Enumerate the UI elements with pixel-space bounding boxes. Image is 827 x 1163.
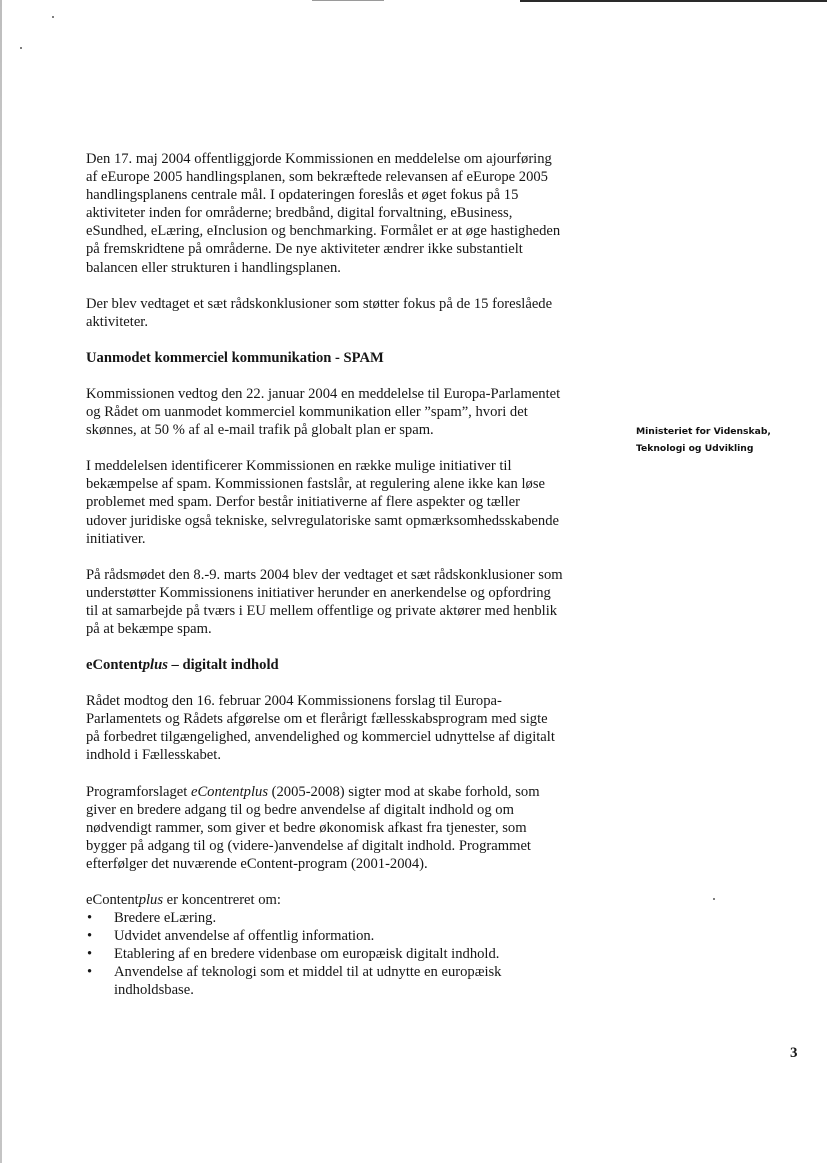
ministry-name-line2: Teknologi og Udvikling xyxy=(636,443,754,454)
list-item-text: Anvendelse af teknologi som et middel til at udnytte en europæisk xyxy=(114,964,502,981)
text-part: eContent xyxy=(86,892,139,908)
text-line: aktiviteter inden for områderne; bredbånd, digital forvaltning, eBusiness, xyxy=(86,205,513,222)
text-line: udover juridiske også tekniske, selvregulatoriske samt opmærksomhedsskabende xyxy=(86,512,559,529)
document-body xyxy=(86,150,616,1000)
text-line: Rådet modtog den 16. februar 2004 Kommissionens forslag til Europa- xyxy=(86,693,502,710)
paragraph-econtent-proposal xyxy=(86,692,616,764)
paragraph-programme-proposal xyxy=(86,783,616,873)
paragraph-council-conclusions xyxy=(86,295,616,331)
scan-edge xyxy=(0,0,2,1163)
text-line: giver en bredere adgang til og bedre anvendelse af digitalt indhold og om xyxy=(86,801,514,818)
list-item-text: Bredere eLæring. xyxy=(114,910,217,927)
text-line: initiativer. xyxy=(86,530,146,547)
text-line: balancen eller strukturen i handlingsplanen. xyxy=(86,259,341,276)
heading-econtentplus xyxy=(86,656,616,674)
text-line: bygger på adgang til og (videre-)anvendelse af digitalt indhold. Programmet xyxy=(86,837,531,854)
text-line: til at samarbejde på tværs i EU mellem offentlige og private aktører med henblik xyxy=(86,602,558,619)
heading-part-italic: plus xyxy=(142,657,168,674)
scan-border-line xyxy=(312,0,384,1)
text-part: er koncentreret om: xyxy=(163,892,281,908)
bullet-icon: • xyxy=(87,910,93,927)
text-line: af eEurope 2005 handlingsplanen, som bekræftede relevansen af eEurope 2005 xyxy=(86,169,548,186)
text-line: Kommissionen vedtog den 22. januar 2004 en meddelelse til Europa-Parlamentet xyxy=(86,385,561,402)
list-item xyxy=(86,945,616,963)
ministry-sidebar xyxy=(636,423,816,457)
scan-speck xyxy=(52,16,54,18)
list-item-text-continued: indholdsbase. xyxy=(114,982,194,999)
focus-bullet-list xyxy=(86,909,616,999)
page-number: 3 xyxy=(790,1045,798,1061)
text-line: skønnes, at 50 % af al e-mail trafik på globalt plan er spam. xyxy=(86,422,434,439)
paragraph-spam-initiatives xyxy=(86,457,616,547)
text-line: Den 17. maj 2004 offentliggjorde Kommissionen en meddelelse om ajourføring xyxy=(86,151,552,167)
text-line: på forbedret tilgængelighed, anvendelighed og kommerciel udnyttelse af digitalt xyxy=(86,729,555,746)
heading-part: eContent xyxy=(86,657,143,674)
scan-border-line xyxy=(520,0,827,2)
list-item-text: Etablering af en bredere videnbase om europæisk digitalt indhold. xyxy=(114,946,500,963)
text-part-italic: plus xyxy=(243,783,268,800)
text-line: og Rådet om uanmodet kommerciel kommunikation eller ”spam”, hvori det xyxy=(86,404,528,421)
text-line: på fremskridtene på områderne. De nye aktiviteter ændrer ikke substantielt xyxy=(86,241,523,258)
text-part: (2005-2008) sigter mod at skabe forhold, som xyxy=(268,783,540,800)
text-line: Der blev vedtaget et sæt rådskonklusioner som støtter fokus på de 15 foreslåede xyxy=(86,295,553,312)
bullet-icon: • xyxy=(87,964,93,981)
text-line: indhold i Fællesskabet. xyxy=(86,747,221,764)
text-line: understøtter Kommissionens initiativer herunder en anerkendelse og opfordring xyxy=(86,584,551,601)
paragraph-econtentplus-focus xyxy=(86,891,616,909)
text-part: Programforslaget xyxy=(86,783,191,800)
text-line: handlingsplanens centrale mål. I opdateringen foreslås et øget fokus på 15 xyxy=(86,187,519,204)
text-line: aktiviteter. xyxy=(86,313,149,330)
ministry-name-line1: Ministeriet for Videnskab, xyxy=(636,426,771,437)
scan-speck xyxy=(713,898,715,900)
text-line: Parlamentets og Rådets afgørelse om et flerårigt fællesskabsprogram med sigte xyxy=(86,711,548,728)
paragraph-eeurope xyxy=(86,150,616,277)
list-item xyxy=(86,963,616,999)
text-line: efterfølger det nuværende eContent-program (2001-2004). xyxy=(86,855,428,872)
paragraph-spam-communication xyxy=(86,385,616,439)
text-line: på at bekæmpe spam. xyxy=(86,620,212,637)
text-line: På rådsmødet den 8.-9. marts 2004 blev der vedtaget et sæt rådskonklusioner som xyxy=(86,566,563,583)
bullet-icon: • xyxy=(87,928,93,945)
heading-part: – digitalt indhold xyxy=(167,657,279,674)
text-line: nødvendigt rammer, som giver et bedre økonomisk afkast fra tjenester, som xyxy=(86,819,527,836)
list-item xyxy=(86,909,616,927)
list-item xyxy=(86,927,616,945)
text-line: I meddelelsen identificerer Kommissionen en række mulige initiativer til xyxy=(86,458,512,475)
list-item-text: Udvidet anvendelse af offentlig information. xyxy=(114,928,375,945)
text-part-italic: eContent xyxy=(190,783,244,800)
bullet-icon: • xyxy=(87,946,93,963)
text-line: bekæmpelse af spam. Kommissionen fastslår, at regulering alene ikke kan løse xyxy=(86,476,545,493)
text-part-italic: plus xyxy=(138,892,164,908)
scan-speck xyxy=(20,47,22,49)
text-line: problemet med spam. Derfor består initiativerne af flere aspekter og tæller xyxy=(86,494,520,511)
text-line: eSundhed, eLæring, eInclusion og benchmarking. Formålet er at øge hastigheden xyxy=(86,223,561,240)
paragraph-council-meeting xyxy=(86,566,616,638)
heading-spam: Uanmodet kommerciel kommunikation - SPAM xyxy=(86,349,384,366)
